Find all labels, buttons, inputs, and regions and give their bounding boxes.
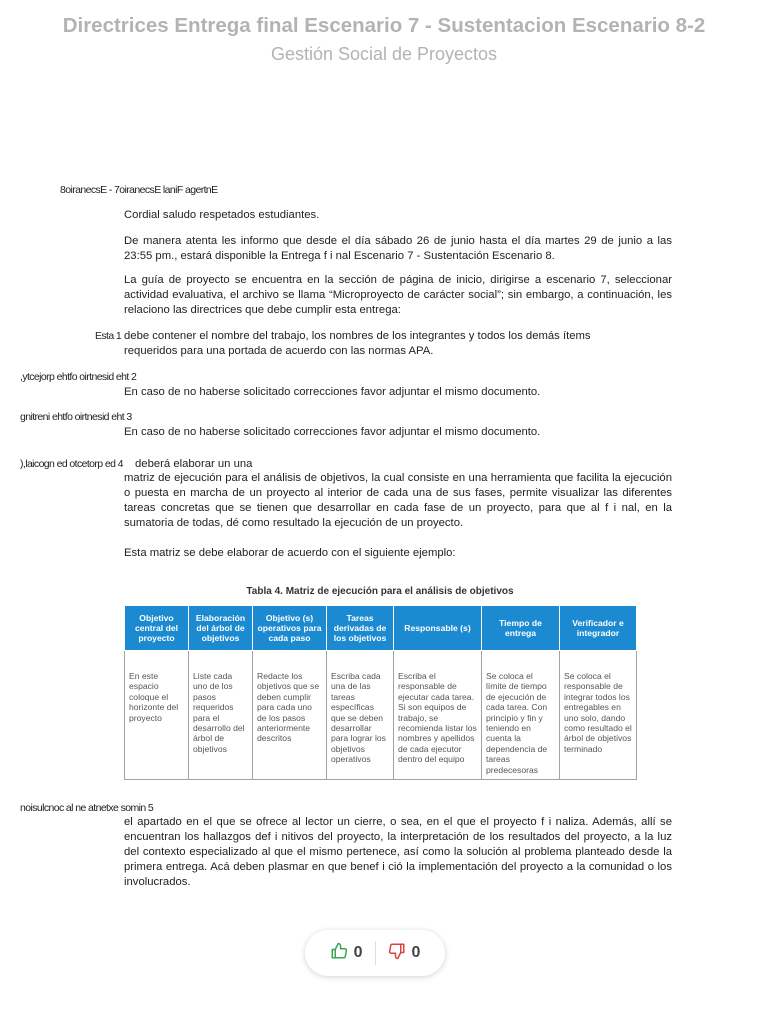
item-1-text: debe contener el nombre del trabajo, los nombres de los integrantes y todos los demás ítems — [124, 330, 591, 342]
item-1-text-continued: requeridos para una portada de acuerdo con las normas APA. — [124, 345, 434, 357]
thumbs-up-icon — [330, 942, 348, 965]
table-cell: Escriba el responsable de ejecutar cada tarea. Si son equipos de trabajo, se recomienda listar los nombres y apellidos de cada ejecutor dentro del equipo — [394, 651, 482, 780]
table-cell: Escriba cada una de las tareas específicas que se deben desarrollar para lograr los objetivos operativos — [327, 651, 394, 780]
table-cell: Se coloca el límite de tiempo de ejecución de cada tarea. Con principio y fin y teniendo en cuenta la dependencia de tareas predecesoras — [482, 651, 560, 780]
table-header-cell: Tareas derivadas de los objetivos — [327, 606, 394, 651]
item-5-heading: noisulcnoc al ne atnetxe somin 5 — [20, 802, 154, 814]
table-header-row — [125, 606, 637, 651]
vote-widget — [305, 930, 445, 976]
item-3-heading: gnitreni ehtfo oirtnesid eht 3 — [20, 411, 132, 423]
item-1-heading: Esta 1 — [95, 330, 122, 342]
table-header-cell: Elaboración del árbol de objetivos — [189, 606, 253, 651]
item-3-text: En caso de no haberse solicitado correcciones favor adjuntar el mismo documento. — [124, 426, 541, 438]
document-header — [0, 12, 768, 68]
item-2-text: En caso de no haberse solicitado correcciones favor adjuntar el mismo documento. — [124, 386, 541, 398]
item-5-text: el apartado en el que se ofrece al lector un cierre, o sea, en el que el proyecto f i naliza. Además, allí se encuentran los hallazgos def i nitivos del proyecto, la interpretación de los resultados del proyecto, a la luz del contexto especializado al que el mismo pertenece, así como la solución al problema planteado desde la primera entrega. Acá deben plasmar en que benef i ció la implementación del proyecto a la comunidad o los involucrados. — [124, 816, 672, 888]
downvote-count: 0 — [411, 944, 421, 961]
item-4-example-text: Esta matriz se debe elaborar de acuerdo con el siguiente ejemplo: — [124, 547, 456, 559]
upvote-button[interactable] — [318, 942, 375, 965]
downvote-button[interactable] — [376, 942, 433, 965]
item-4-lead: deberá elaborar un una — [135, 458, 253, 470]
item-4-text: matriz de ejecución para el análisis de objetivos, la cual consiste en una herramienta que facilita la ejecución o puesta en marcha de un proyecto al interior de cada una de sus fases, permite visualizar las diferentes tareas concretas que se tienen que desarrollar en cada fase de un proyecto, para que al f i nal, en la sumatoria de todas, dé como resultado la ejecución de un proyecto. — [124, 472, 672, 529]
section-heading: 8oiranecsE - 7oiranecsE laniF agertnE — [60, 184, 218, 196]
table-cell: En este espacio coloque el horizonte del proyecto — [125, 651, 189, 780]
greeting-text: Cordial saludo respetados estudiantes. — [124, 209, 320, 221]
matrix-figure — [124, 584, 636, 780]
upvote-count: 0 — [353, 944, 363, 961]
table-header-cell: Objetivo central del proyecto — [125, 606, 189, 651]
table-header-cell: Responsable (s) — [394, 606, 482, 651]
table-header-cell: Verificador e integrador — [560, 606, 637, 651]
table-cell: Liste cada uno de los pasos requeridos para el desarrollo del árbol de objetivos — [189, 651, 253, 780]
paragraph-availability: De manera atenta les informo que desde el día sábado 26 de junio hasta el día martes 29 de junio a las 23:55 pm., estará disponible la Entrega f i nal Escenario 7 - Sustentación Escenario 8. — [124, 235, 672, 262]
table-header-cell: Tiempo de entrega — [482, 606, 560, 651]
paragraph-guide: La guía de proyecto se encuentra en la sección de página de inicio, dirigirse a escenario 7, seleccionar actividad evaluativa, el archivo se llama “Microproyecto de carácter social”; sin embargo, a continuación, les relaciono las directrices que debe cumplir esta entrega: — [124, 274, 672, 316]
execution-matrix-table — [124, 605, 637, 780]
table-header-cell: Objetivo (s) operativos para cada paso — [253, 606, 327, 651]
thumbs-down-icon — [388, 942, 406, 965]
document-title: Directrices Entrega final Escenario 7 - Sustentacion Escenario 8-2 — [62, 14, 706, 37]
matrix-caption: Tabla 4. Matriz de ejecución para el análisis de objetivos — [246, 586, 514, 597]
table-cell: Redacte los objetivos que se deben cumplir para cada uno de los pasos anteriormente descritos — [253, 651, 327, 780]
table-row — [125, 651, 637, 780]
item-4-heading: ),laicogn ed otcetorp ed 4 — [20, 458, 123, 470]
document-subtitle: Gestión Social de Proyectos — [270, 44, 498, 64]
table-cell: Se coloca el responsable de integrar todos los entregables en uno solo, dando como resultado el árbol de objetivos terminado — [560, 651, 637, 780]
item-2-heading: ,ytcejorp ehtfo oirtnesid eht 2 — [20, 371, 137, 383]
